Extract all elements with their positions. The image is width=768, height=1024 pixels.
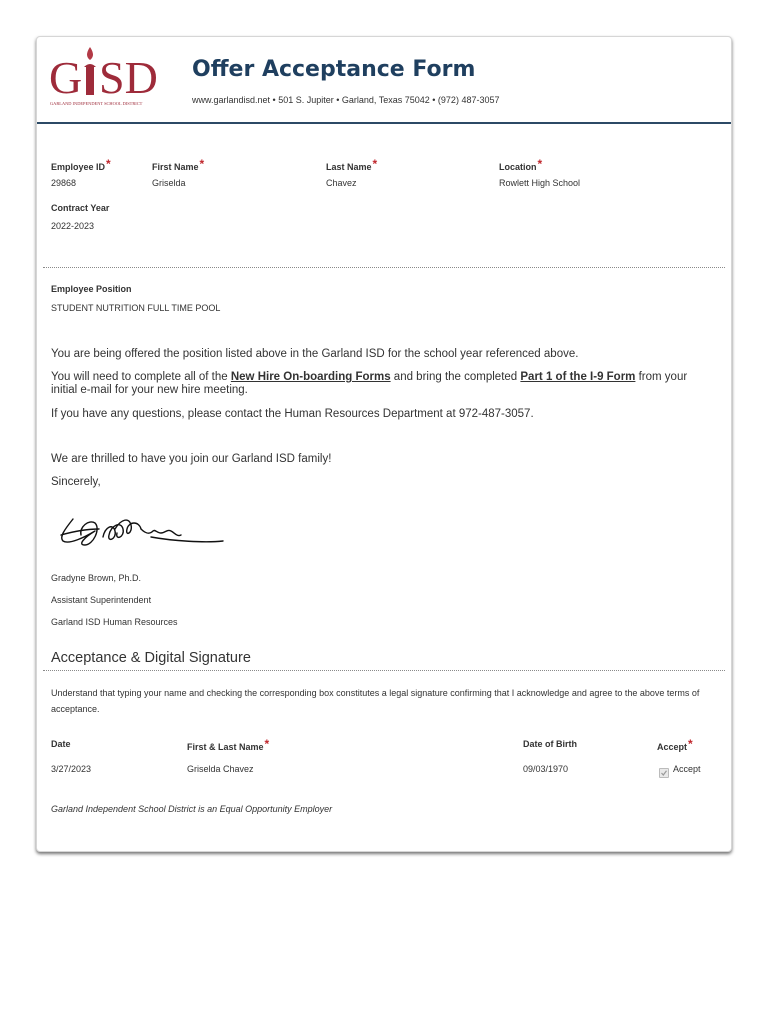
offer-paragraph: You are being offered the position listed above in the Garland ISD for the school year referenced above.	[51, 348, 579, 360]
i9-form-link[interactable]: Part 1 of the I-9 Form	[520, 371, 636, 383]
full-name-value: Griselda Chavez	[187, 764, 254, 774]
required-marker: *	[372, 157, 378, 171]
gisd-logo	[49, 45, 173, 109]
last-name-value: Chavez	[326, 178, 357, 188]
section-divider	[43, 267, 725, 268]
employee-position-value: STUDENT NUTRITION FULL TIME POOL	[51, 303, 221, 313]
accept-checkbox-label[interactable]: Accept	[673, 764, 701, 774]
signatory-name: Gradyne Brown, Ph.D.	[51, 573, 142, 583]
acceptance-divider	[43, 670, 725, 671]
last-name-label: Last Name*	[326, 157, 378, 172]
required-marker: *	[199, 157, 205, 171]
required-marker: *	[106, 157, 111, 171]
contact-line: www.garlandisd.net • 501 S. Jupiter • Garland, Texas 75042 • (972) 487-3057	[192, 95, 500, 105]
welcome-paragraph: We are thrilled to have you join our Garland ISD family!	[51, 453, 332, 465]
logo-subtext: GARLAND INDEPENDENT SCHOOL DISTRICT	[50, 101, 143, 106]
required-marker: *	[264, 737, 270, 751]
dob-label: Date of Birth	[523, 739, 577, 749]
employee-id-value: 29868	[51, 178, 77, 188]
date-label: Date	[51, 739, 71, 749]
new-hire-forms-link[interactable]: New Hire On-boarding Forms	[230, 371, 391, 383]
checkmark-icon	[660, 769, 668, 777]
acceptance-terms: Understand that typing your name and checking the corresponding box constitutes a legal signature confirming that I acknowledge and agree to the above terms of acceptance.	[51, 688, 700, 714]
svg-text:G: G	[49, 52, 83, 103]
employee-id-label: Employee ID*	[51, 157, 111, 172]
eeo-footer: Garland Independent School District is an Equal Opportunity Employer	[51, 804, 333, 814]
questions-paragraph: If you have any questions, please contact the Human Resources Department at 972-487-3057.	[51, 408, 534, 420]
acceptance-section-title: Acceptance & Digital Signature	[51, 650, 251, 666]
full-name-label: First & Last Name*	[187, 737, 270, 752]
form-title: Offer Acceptance Form	[192, 57, 476, 82]
dob-value: 09/03/1970	[523, 764, 569, 774]
employee-position-label: Employee Position	[51, 284, 132, 294]
date-value: 3/27/2023	[51, 764, 92, 774]
contract-year-label: Contract Year	[51, 203, 110, 213]
accept-checkbox[interactable]	[659, 768, 669, 778]
svg-text:SD: SD	[99, 52, 158, 103]
required-marker: *	[688, 737, 693, 751]
contract-year-value: 2022-2023	[51, 221, 95, 231]
accept-label: Accept*	[657, 737, 693, 752]
location-label: Location*	[499, 157, 543, 172]
closing: Sincerely,	[51, 476, 101, 488]
handwritten-signature	[55, 507, 225, 557]
first-name-value: Griselda	[152, 178, 186, 188]
form-header	[37, 37, 731, 124]
required-marker: *	[537, 157, 543, 171]
instructions-paragraph: You will need to complete all of the New Hire On-boarding Forms and bring the completed Part 1 of the I-9 Form from your initial e-mail for your new hire meeting.	[51, 371, 688, 396]
first-name-label: First Name*	[152, 157, 205, 172]
signatory-role: Assistant Superintendent	[51, 595, 152, 605]
location-value: Rowlett High School	[499, 178, 581, 188]
signatory-department: Garland ISD Human Resources	[51, 617, 178, 627]
offer-acceptance-form	[36, 36, 732, 852]
